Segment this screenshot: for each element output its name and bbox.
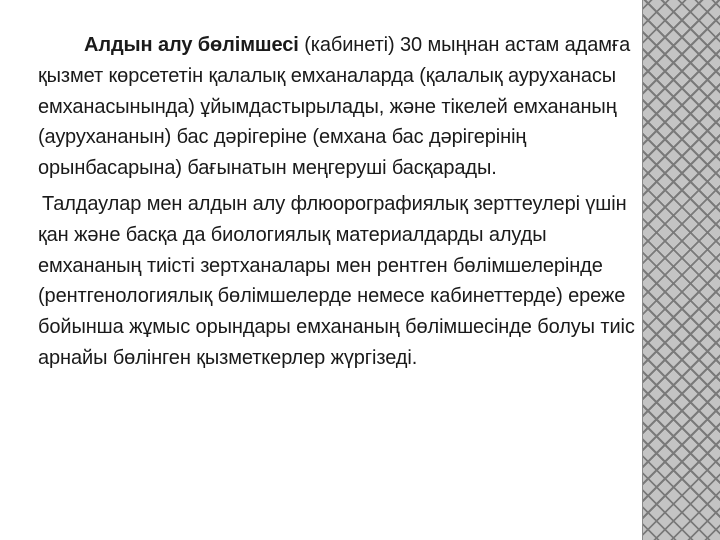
decorative-side-pattern <box>642 0 720 540</box>
paragraph-1 <box>38 30 638 184</box>
paragraph-2 <box>38 189 638 374</box>
paragraph-1-bold-lead: Алдын алу бөлімшесі <box>84 34 299 56</box>
slide-body-text <box>38 30 638 374</box>
paragraph-1-text: (кабинеті) 30 мыңнан астам адамға қызмет көрсететін қалалық емханаларда (қалалық ауруханасы емханасынында) ұйымдастырылады, және тікелей емхананың (аурухананын) бас дәрігеріне (емхана бас дәрігерінің орынбасарына) бағынатын меңгеруші басқарады. <box>38 34 631 180</box>
paragraph-2-text: Талдаулар мен алдын алу флюорографиялық зерттеулері үшін қан және басқа да биологиялық материалдарды алуды емхананың тиісті зертханалары мен рентген бөлімшелерінде (рентгенологиялық бөлімшелерде немесе кабинеттерде) ереже бойынша жұмыс орындары емхананың бөлімшесінде болуы тиіс арнайы бөлінген қызметкерлер жүргізеді. <box>38 192 635 369</box>
